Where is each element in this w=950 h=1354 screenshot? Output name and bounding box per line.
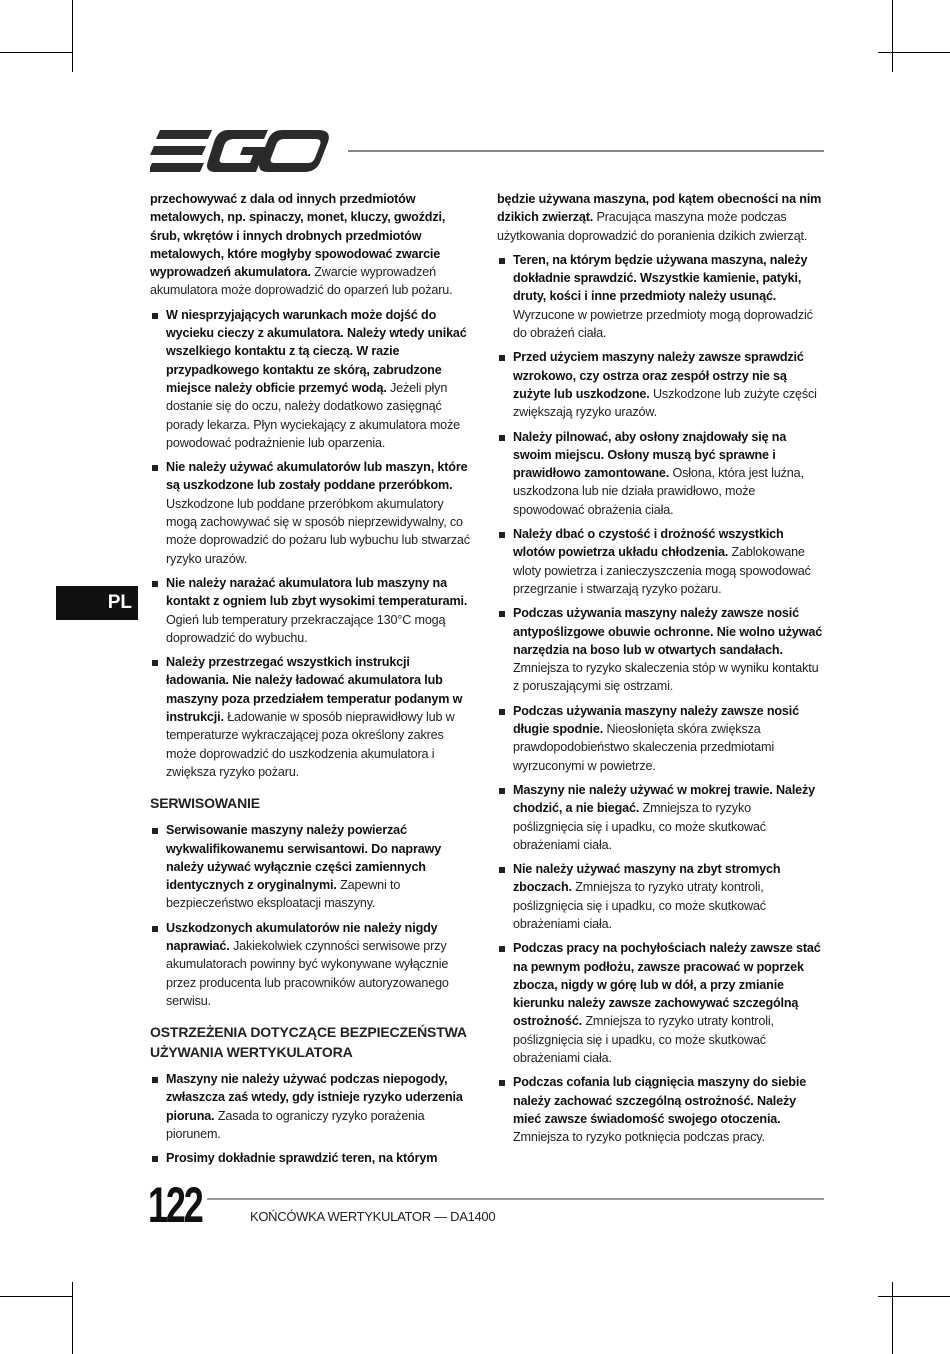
ego-logo [150,130,330,172]
list-item: Serwisowanie maszyny należy powierzać wykwalifikowanemu serwisantowi. Do naprawy należy używać wyłącznie części zamiennych identycznych z oryginalnymi. Zapewni to bezpieczeństwo eksploatacji maszyny. [150,821,472,912]
section-heading-servicing: SERWISOWANIE [150,795,260,812]
crop-mark [878,1296,950,1297]
list-item: Należy przestrzegać wszystkich instrukcji ładowania. Nie należy ładować akumulatora lub maszyny poza przedziałem temperatur podanym w instrukcji. Ładowanie w sposób nieprawidłowy lub w temperaturze wykraczającej poza określony zakres może doprowadzić do uszkodzenia akumulatora i zwiększa ryzyko pożaru. [150,653,472,781]
page-number: 122 [148,1180,207,1230]
crop-mark [72,1282,73,1354]
safety-list [150,1070,472,1167]
left-bullet-list [150,306,472,781]
crop-mark [72,0,73,72]
footer-title: KOŃCÓWKA WERTYKULATOR — DA1400 [250,1209,496,1224]
right-bullet-list [497,251,823,1147]
list-item: Przed użyciem maszyny należy zawsze sprawdzić wzrokowo, czy ostrza oraz zespół ostrzy nie są zużyte lub uszkodzone. Uszkodzone lub zużyte części zwiększają ryzyko urazów. [497,348,823,421]
list-item: Nie należy narażać akumulatora lub maszyny na kontakt z ogniem lub zbyt wysokimi temperaturami. Ogień lub temperatury przekraczające 130°C mogą doprowadzić do wybuchu. [150,574,472,647]
right-intro: będzie używana maszyna, pod kątem obecności na nim dzikich zwierząt. Pracująca maszyna może podczas użytkowania doprowadzić do poranienia dzikich zwierząt. [497,192,822,243]
list-item: Należy dbać o czystość i drożność wszystkich wlotów powietrza układu chłodzenia. Zablokowane wloty powietrza i zanieczyszczenia mogą spowodować przegrzanie i stwarzają ryzyko pożaru. [497,525,823,598]
crop-mark [0,52,72,53]
list-item: Nie należy używać maszyny na zbyt stromych zboczach. Zmniejsza to ryzyko utraty kontroli, poślizgnięcia się i upadku, co może skutkować obrażeniami ciała. [497,860,823,933]
list-item: Nie należy używać akumulatorów lub maszyn, które są uszkodzone lub zostały poddane przeróbkom. Uszkodzone lub poddane przeróbkom akumulatory mogą zachowywać się w sposób nieprzewidywalny, co może doprowadzić do pożaru lub wybuchu lub stwarzać ryzyko urazów. [150,458,472,568]
header-rule [348,150,824,152]
list-item: Teren, na którym będzie używana maszyna, należy dokładnie sprawdzić. Wszystkie kamienie, patyki, druty, kości i inne przedmioty należy usunąć. Wyrzucone w powietrze przedmioty mogą doprowadzić do obrażeń ciała. [497,251,823,342]
list-item: Uszkodzonych akumulatorów nie należy nigdy naprawiać. Jakiekolwiek czynności serwisowe przy akumulatorach powinny być wykonywane wyłącznie przez producenta lub pracowników autoryzowanego serwisu. [150,919,472,1010]
crop-mark [0,1296,72,1297]
list-item: Podczas używania maszyny należy zawsze nosić antypoślizgowe obuwie ochronne. Nie wolno używać narzędzia na boso lub w otwartych sandałach. Zmniejsza to ryzyko skaleczenia stóp w wyniku kontaktu z poruszającymi się ostrzami. [497,604,823,695]
list-item: Maszyny nie należy używać podczas niepogody, zwłaszcza zaś wtedy, gdy istnieje ryzyko uderzenia pioruna. Zasada to ograniczy ryzyko porażenia piorunem. [150,1070,472,1143]
right-column [497,190,823,1153]
left-column [150,190,472,1174]
crop-mark [892,1282,893,1354]
language-tab: PL [56,586,138,620]
crop-mark [878,52,950,53]
crop-mark [892,0,893,72]
list-item: W niesprzyjających warunkach może dojść do wycieku cieczy z akumulatora. Należy wtedy unikać wszelkiego kontaktu z tą cieczą. W razie przypadkowego kontaktu ze skórą, zabrudzone miejsce należy obficie przemyć wodą. Jeżeli płyn dostanie się do oczu, należy dodatkowo zasięgnąć porady lekarza. Płyn wyciekający z akumulatora może powodować podrażnienie lub oparzenia. [150,306,472,452]
servicing-list [150,821,472,1010]
list-item: Należy pilnować, aby osłony znajdowały się na swoim miejscu. Osłony muszą być sprawne i prawidłowo zamontowane. Osłona, która jest luźna, uszkodzona lub nie działa prawidłowo, może spowodować obrażenia ciała. [497,428,823,519]
list-item: Maszyny nie należy używać w mokrej trawie. Należy chodzić, a nie biegać. Zmniejsza to ryzyko poślizgnięcia się i upadku, co może skutkować obrażeniami ciała. [497,781,823,854]
list-item: Podczas używania maszyny należy zawsze nosić długie spodnie. Nieosłonięta skóra zwiększa prawdopodobieństwo skaleczenia przedmiotami wyrzuconymi w powietrze. [497,702,823,775]
list-item: Podczas pracy na pochyłościach należy zawsze stać na pewnym podłożu, zawsze pracować w poprzek zbocza, nigdy w górę lub w dół, a przy zmianie kierunku należy zawsze zachowywać szczególną ostrożność. Zmniejsza to ryzyko utraty kontroli, poślizgnięcia się i upadku, co może skutkować obrażeniami ciała. [497,939,823,1067]
list-item: Prosimy dokładnie sprawdzić teren, na którym [150,1149,472,1167]
footer-rule [150,1198,824,1200]
list-item: Podczas cofania lub ciągnięcia maszyny do siebie należy zachować szczególną ostrożność. Należy mieć zawsze świadomość swojego otoczenia. Zmniejsza to ryzyko potknięcia podczas pracy. [497,1073,823,1146]
section-heading-safety: OSTRZEŻENIA DOTYCZĄCE BEZPIECZEŃSTWA UŻYWANIA WERTYKULATORA [150,1024,467,1061]
left-intro: przechowywać z dala od innych przedmiotów metalowych, np. spinaczy, monet, kluczy, gwoździ, śrub, wkrętów i innych drobnych przedmiotów metalowych, które mogłyby spowodować zwarcie wyprowadzeń akumulatora. Zwarcie wyprowadzeń akumulatora może doprowadzić do oparzeń lub pożaru. [150,192,453,298]
